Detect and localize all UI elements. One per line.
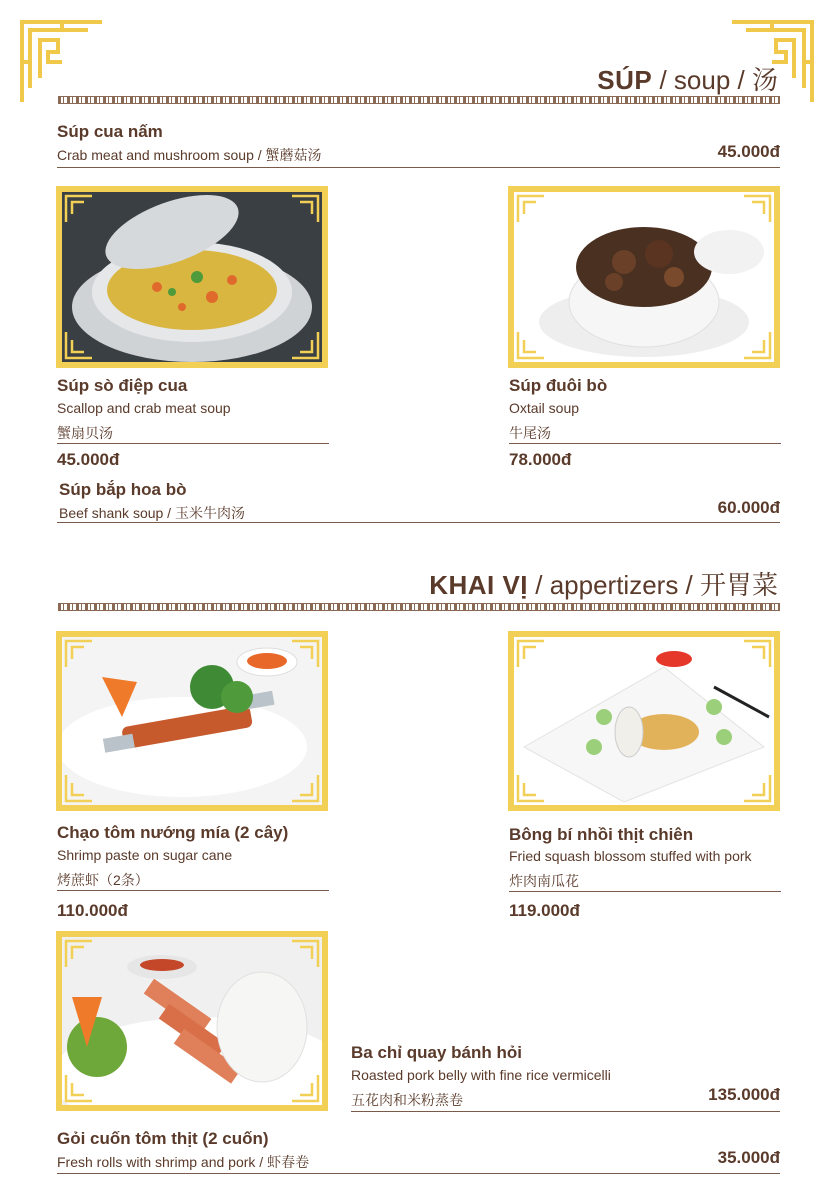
divider	[351, 1111, 780, 1112]
menu-item-desc-en: Oxtail soup	[509, 400, 580, 416]
photo-frame-ornament	[62, 637, 322, 805]
soup-section-title	[597, 60, 778, 97]
appetizers-title-rest: / appertizers / 开胃菜	[528, 570, 778, 600]
divider	[57, 1173, 780, 1174]
divider	[509, 443, 781, 444]
menu-item-desc-en: Roasted pork belly with fine rice vermicelli	[351, 1067, 611, 1083]
appetizers-divider-band	[58, 603, 780, 611]
menu-item-price: 45.000đ	[717, 142, 780, 161]
menu-item-name: Súp sò điệp cua	[57, 376, 188, 395]
menu-item-desc-cn: 烤蔗虾（2条）	[57, 872, 149, 888]
menu-item-name: Chạo tôm nướng mía (2 cây)	[57, 823, 289, 842]
menu-item-name: Bông bí nhồi thịt chiên	[509, 825, 694, 844]
menu-item-name: Súp bắp hoa bò	[59, 480, 187, 499]
menu-item-desc-en: Scallop and crab meat soup	[57, 400, 231, 416]
appetizers-section-title	[429, 565, 778, 602]
menu-item-desc: Fresh rolls with shrimp and pork / 虾春卷	[57, 1154, 310, 1170]
menu-item-desc-cn: 牛尾汤	[509, 425, 551, 441]
menu-item-price: 135.000đ	[708, 1085, 780, 1104]
photo-fresh-rolls	[56, 931, 328, 1111]
soup-title-bold: SÚP	[597, 65, 653, 95]
menu-item-price: 60.000đ	[717, 498, 780, 517]
menu-item-price: 45.000đ	[57, 450, 120, 469]
menu-item-desc: Beef shank soup / 玉米牛肉汤	[59, 505, 245, 521]
photo-frame-ornament	[62, 937, 322, 1105]
divider	[509, 891, 781, 892]
divider	[57, 522, 780, 523]
menu-item-price: 35.000đ	[717, 1148, 780, 1167]
photo-shrimp-sugar-cane	[56, 631, 328, 811]
divider	[57, 443, 329, 444]
menu-item-price: 110.000đ	[57, 901, 128, 920]
photo-frame-ornament	[514, 192, 774, 362]
menu-item-name: Súp đuôi bò	[509, 376, 608, 395]
menu-item-desc-en: Shrimp paste on sugar cane	[57, 847, 233, 863]
menu-item-desc-en: Fried squash blossom stuffed with pork	[509, 848, 752, 864]
menu-item-name: Ba chỉ quay bánh hỏi	[351, 1043, 522, 1062]
menu-item-desc-cn: 蟹扇贝汤	[57, 425, 113, 441]
menu-item-price: 78.000đ	[509, 450, 572, 469]
soup-divider-band	[58, 96, 780, 104]
soup-title-rest: / soup / 汤	[652, 65, 778, 95]
divider	[57, 890, 329, 891]
menu-item-price: 119.000đ	[509, 901, 580, 920]
menu-item-desc-cn: 五花肉和米粉蒸卷	[351, 1092, 463, 1108]
menu-item-desc-cn: 炸肉南瓜花	[509, 873, 579, 889]
photo-frame-ornament	[62, 192, 322, 362]
menu-item-desc: Crab meat and mushroom soup / 蟹蘑菇汤	[57, 147, 322, 163]
menu-item-name: Súp cua nấm	[57, 122, 163, 141]
photo-squash-blossom	[508, 631, 780, 811]
photo-frame-ornament	[514, 637, 774, 805]
corner-ornament-top-left	[18, 18, 104, 104]
menu-item-name: Gỏi cuốn tôm thịt (2 cuốn)	[57, 1129, 269, 1148]
divider	[57, 167, 780, 168]
appetizers-title-bold: KHAI VỊ	[429, 570, 529, 600]
photo-oxtail-soup	[508, 186, 780, 368]
photo-scallop-crab-soup	[56, 186, 328, 368]
